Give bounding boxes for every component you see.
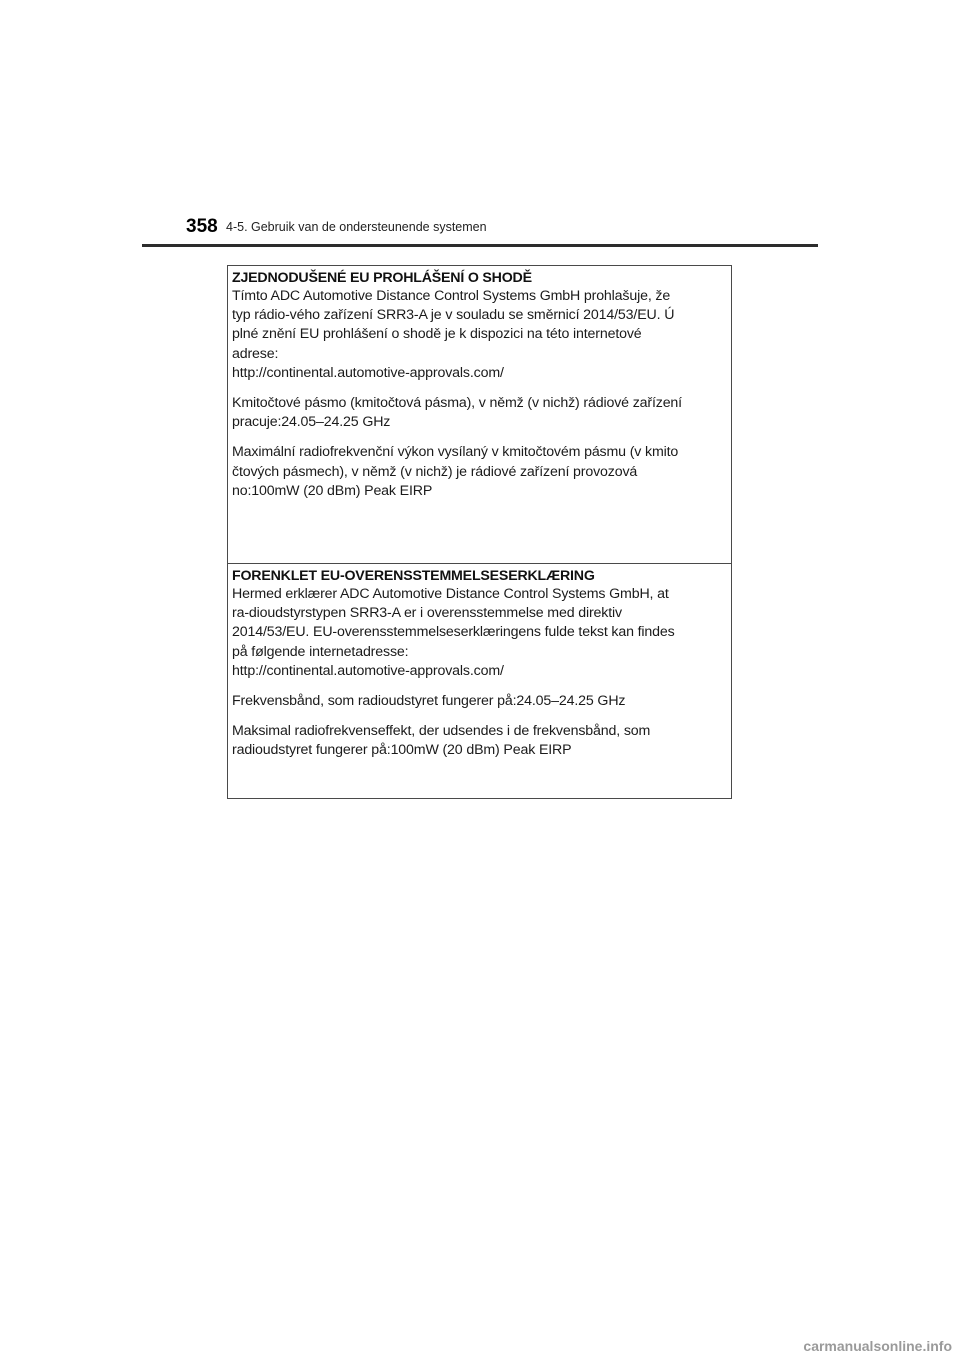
text-line: Tímto ADC Automotive Distance Control Systems GmbH prohlašuje, že — [232, 288, 671, 304]
text-line: pracuje:24.05–24.25 GHz — [232, 414, 391, 431]
section-title: 4-5. Gebruik van de ondersteunende systemen — [226, 220, 487, 234]
text-line: Maximální radiofrekvenční výkon vysílaný v kmitočtovém pásmu (v kmito — [232, 444, 679, 461]
declaration-box — [227, 265, 732, 799]
text-line: ra-dioudstyrstypen SRR3-A er i overensstemmelse med direktiv — [232, 605, 622, 622]
watermark: carmanualsonline.info — [803, 1338, 952, 1354]
text-line: radioudstyret fungerer på:100mW (20 dBm) Peak EIRP — [232, 742, 572, 759]
text-line: adrese: — [232, 345, 279, 362]
czech-declaration-title: ZJEDNODUŠENÉ EU PROHLÁŠENÍ O SHODĚ — [232, 270, 532, 286]
danish-declaration-panel — [228, 564, 731, 798]
czech-declaration-paragraph-1 — [232, 287, 727, 383]
text-line: Kmitočtové pásmo (kmitočtová pásma), v němž (v nichž) rádiové zařízení — [232, 395, 682, 412]
text-line: no:100mW (20 dBm) Peak EIRP — [232, 482, 433, 499]
page-number: 358 — [186, 216, 218, 237]
url-text: http://continental.automotive-approvals.com/ — [232, 364, 504, 381]
danish-declaration-paragraph-1 — [232, 585, 727, 681]
czech-frequency-paragraph — [232, 394, 727, 432]
text-line: Frekvensbånd, som radioudstyret fungerer på:24.05–24.25 GHz — [232, 693, 626, 710]
header-divider — [142, 244, 818, 247]
text-line: čtových pásmech), v němž (v nichž) je rádiové zařízení provozová — [232, 463, 638, 480]
danish-declaration-title: FORENKLET EU-OVERENSSTEMMELSESERKLÆRING — [232, 568, 595, 584]
page-header — [186, 216, 826, 246]
text-line: Hermed erklærer ADC Automotive Distance Control Systems GmbH, at — [232, 586, 669, 602]
text-line: 2014/53/EU. EU-overensstemmelseserklæringens fulde tekst kan findes — [232, 624, 675, 641]
url-text: http://continental.automotive-approvals.com/ — [232, 662, 504, 679]
text-line: plné znění EU prohlášení o shodě je k dispozici na této internetové — [232, 326, 642, 343]
text-line: på følgende internetadresse: — [232, 643, 409, 660]
danish-power-paragraph — [232, 722, 727, 760]
danish-frequency-paragraph — [232, 692, 727, 711]
text-line: typ rádio-vého zařízení SRR3-A je v souladu se směrnicí 2014/53/EU. Ú — [232, 307, 675, 324]
czech-power-paragraph — [232, 443, 727, 501]
text-line: Maksimal radiofrekvenseffekt, der udsendes i de frekvensbånd, som — [232, 723, 651, 740]
czech-declaration-panel — [228, 266, 731, 564]
